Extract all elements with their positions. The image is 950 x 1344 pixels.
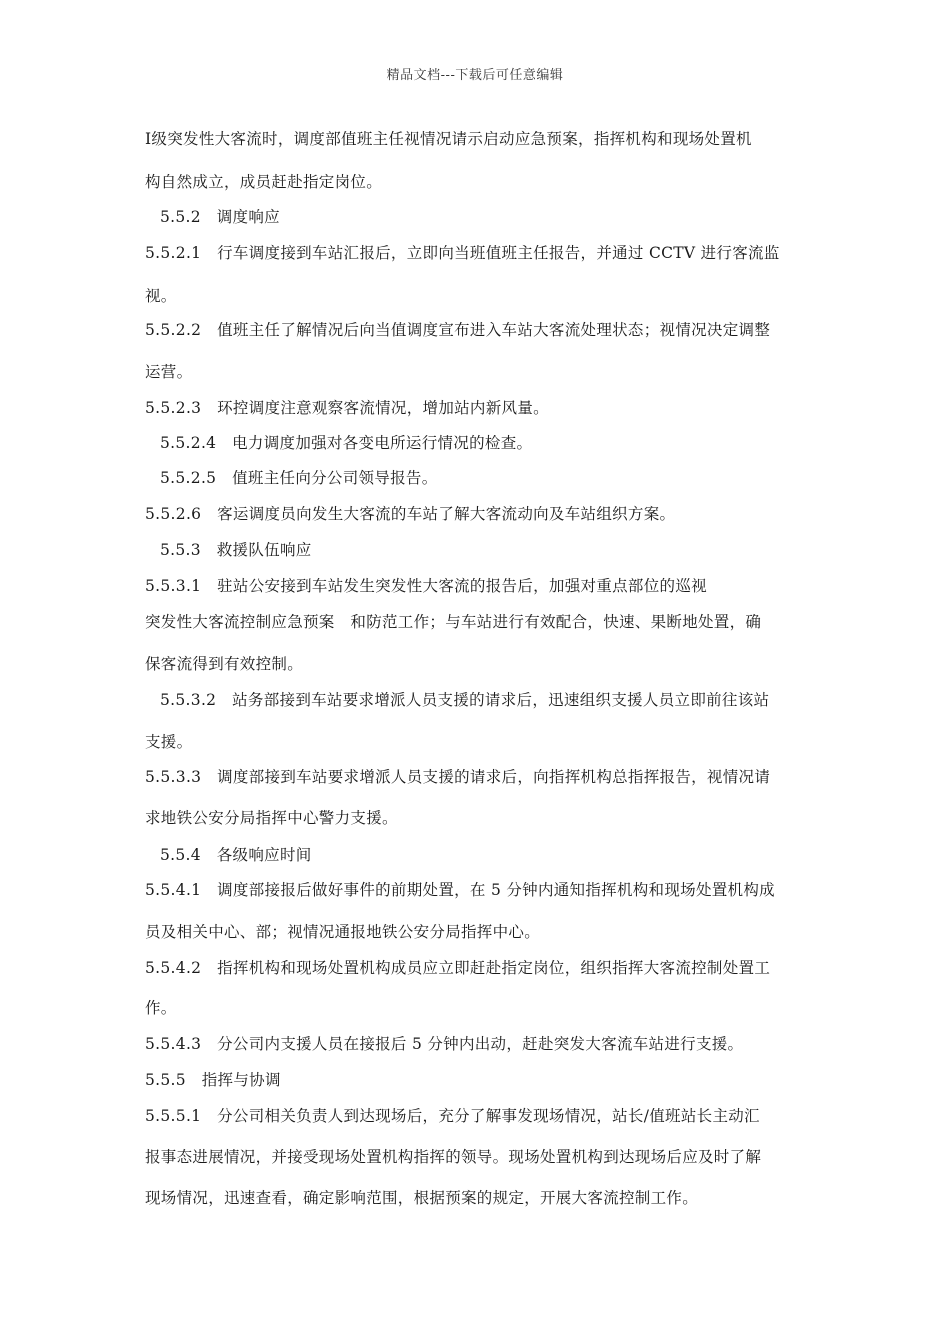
text-line: 支援。	[145, 733, 193, 751]
page-header: 精品文档---下载后可任意编辑	[386, 68, 564, 83]
section-heading: 5.5.5 指挥与协调	[145, 1071, 281, 1089]
text-line: 报事态进展情况，并接受现场处置机构指挥的领导。现场处置机构到达现场后应及时了解	[145, 1148, 762, 1166]
text-line: 运营。	[145, 363, 193, 381]
section-heading: 5.5.3 救援队伍响应	[160, 541, 312, 559]
text-line: 保客流得到有效控制。	[145, 655, 304, 673]
text-line: 5.5.3.1 驻站公安接到车站发生突发性大客流的报告后，加强对重点部位的巡视	[145, 577, 707, 595]
text-line: 视。	[145, 287, 177, 305]
text-line: 员及相关中心、部；视情况通报地铁公安分局指挥中心。	[145, 923, 541, 941]
text-line: 5.5.5.1 分公司相关负责人到达现场后，充分了解事发现场情况，站长/值班站长主动汇	[145, 1107, 760, 1125]
text-line: 5.5.2.5 值班主任向分公司领导报告。	[160, 469, 438, 487]
section-heading: 5.5.4 各级响应时间	[160, 846, 312, 864]
text-line: 5.5.2.1 行车调度接到车站汇报后，立即向当班值班主任报告，并通过 CCTV 进行客流监	[145, 244, 780, 262]
text-line: Ⅰ级突发性大客流时，调度部值班主任视情况请示启动应急预案，指挥机构和现场处置机	[145, 130, 752, 148]
text-line: 5.5.4.3 分公司内支援人员在接报后 5 分钟内出动，赶赴突发大客流车站进行支援。	[145, 1035, 744, 1053]
text-line: 构自然成立，成员赶赴指定岗位。	[145, 173, 383, 191]
text-line: 5.5.3.2 站务部接到车站要求增派人员支援的请求后，迅速组织支援人员立即前往该站	[160, 691, 770, 709]
text-line: 5.5.2.6 客运调度员向发生大客流的车站了解大客流动向及车站组织方案。	[145, 505, 676, 523]
text-line: 5.5.2.4 电力调度加强对各变电所运行情况的检查。	[160, 434, 533, 452]
section-heading: 5.5.2 调度响应	[160, 208, 280, 226]
text-line: 5.5.3.3 调度部接到车站要求增派人员支援的请求后，向指挥机构总指挥报告，视情况请	[145, 768, 771, 786]
text-line: 5.5.2.2 值班主任了解情况后向当值调度宣布进入车站大客流处理状态；视情况决定调整	[145, 321, 771, 339]
text-line: 5.5.4.1 调度部接报后做好事件的前期处置，在 5 分钟内通知指挥机构和现场处置机构成	[145, 881, 775, 899]
text-line: 现场情况，迅速查看，确定影响范围，根据预案的规定，开展大客流控制工作。	[145, 1189, 699, 1207]
text-line: 突发性大客流控制应急预案 和防范工作；与车站进行有效配合，快速、果断地处置，确	[145, 613, 762, 631]
text-line: 作。	[145, 999, 177, 1017]
text-line: 5.5.4.2 指挥机构和现场处置机构成员应立即赶赴指定岗位，组织指挥大客流控制处置工	[145, 959, 771, 977]
text-line: 求地铁公安分局指挥中心警力支援。	[145, 809, 398, 827]
text-line: 5.5.2.3 环控调度注意观察客流情况，增加站内新风量。	[145, 399, 549, 417]
